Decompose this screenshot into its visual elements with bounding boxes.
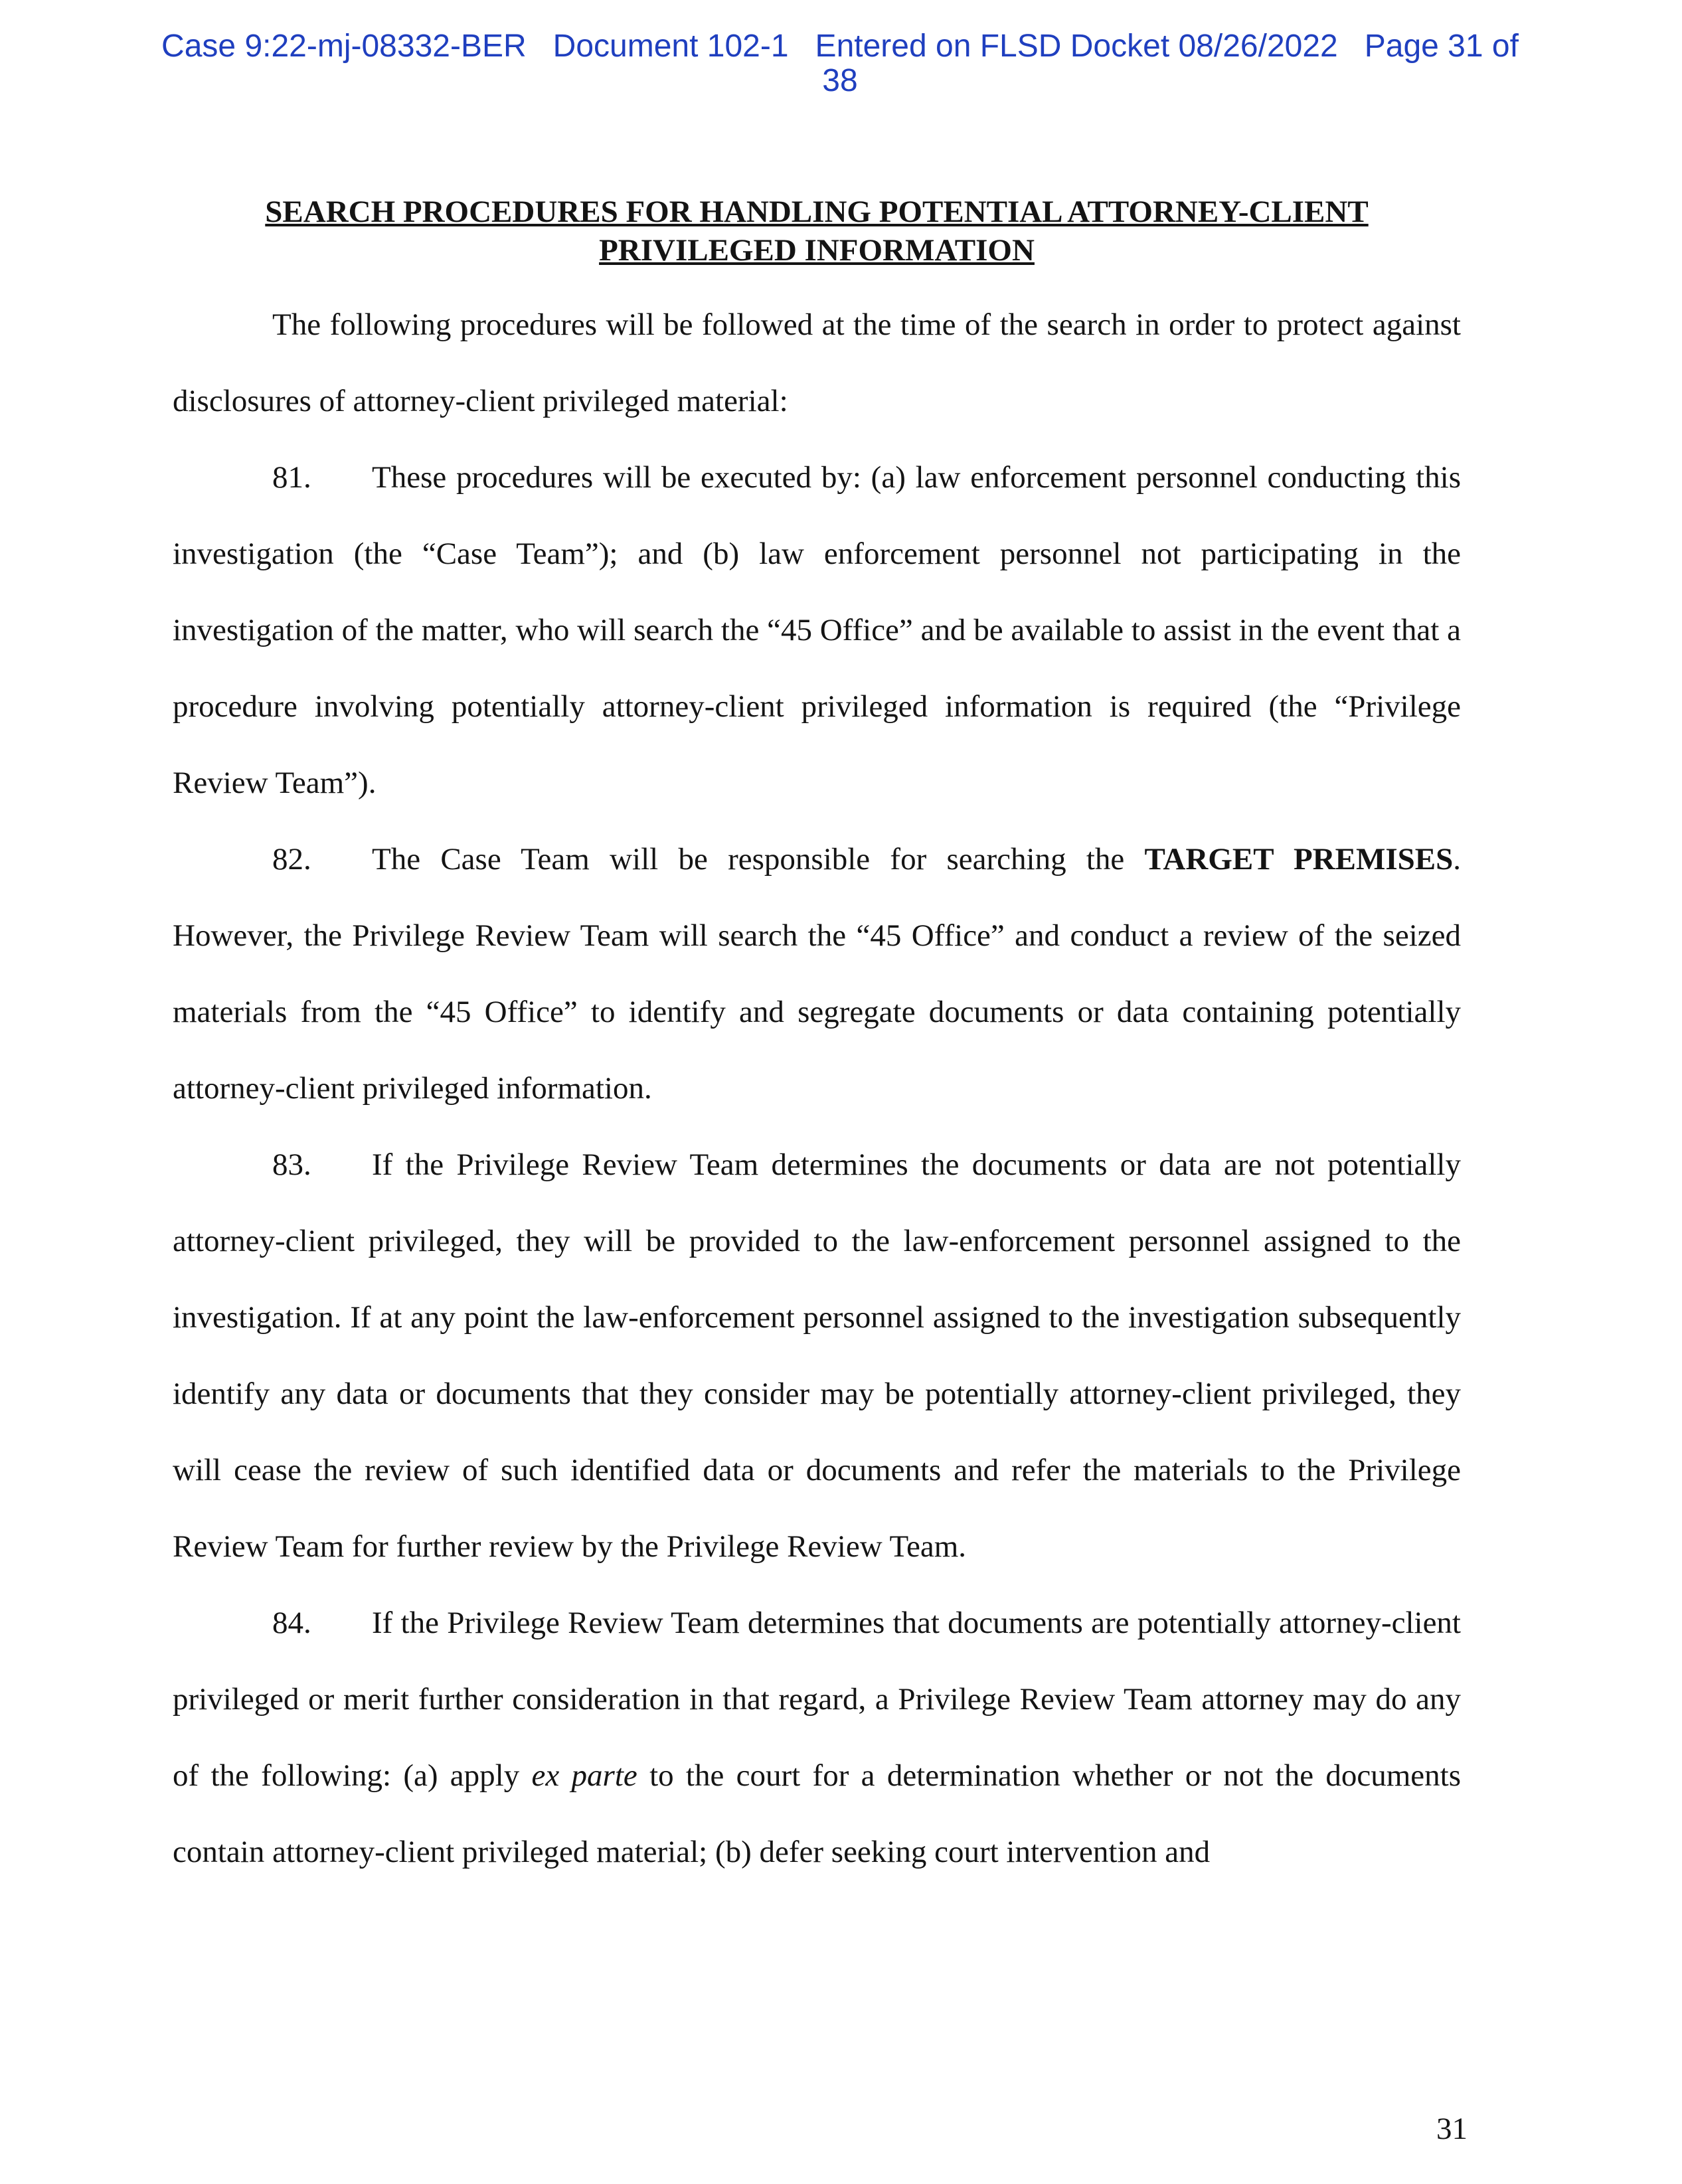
paragraph-number: 84. bbox=[272, 1606, 311, 1640]
page-of-label: Page 31 of bbox=[1364, 29, 1519, 64]
section-heading-line-1: SEARCH PROCEDURES FOR HANDLING POTENTIAL ATTORNEY-CLIENT bbox=[265, 195, 1369, 229]
ex-parte-term: ex parte bbox=[531, 1758, 637, 1793]
paragraph-text: The Case Team will be responsible for searching the bbox=[372, 842, 1145, 877]
page-number: 31 bbox=[1436, 2112, 1468, 2146]
total-pages: 38 bbox=[822, 63, 858, 98]
paragraph-number: 81. bbox=[272, 460, 311, 495]
paragraph-text: If the Privilege Review Team determines that documents are potentially attorney-client privileged or merit further consideration in that regard, a Privilege Review Team attorney may do any of the following: (a) apply bbox=[173, 1606, 1461, 1793]
paragraph-text: . However, the Privilege Review Team will search the “45 Office” and conduct a review of the seized materials from the “45 Office” to identify and segregate documents or data containing potentially attorney-client privileged information. bbox=[173, 842, 1461, 1106]
docket-header bbox=[133, 29, 1547, 98]
target-premises-term: TARGET PREMISES bbox=[1144, 842, 1454, 877]
paragraph-number: 82. bbox=[272, 842, 311, 877]
paragraph-83 bbox=[173, 1127, 1461, 1585]
paragraph-81 bbox=[173, 440, 1461, 821]
docket-header-line-1 bbox=[133, 29, 1547, 64]
docket-header-line-2 bbox=[133, 64, 1547, 98]
case-number: Case 9:22-mj-08332-BER bbox=[161, 29, 527, 64]
document-number: Document 102-1 bbox=[552, 29, 789, 64]
paragraph-text: If the Privilege Review Team determines the documents or data are not potentially attorney-client privileged, they will be provided to the law-enforcement personnel assigned to the investigation. If at any point the law-enforcement personnel assigned to the investigation subsequently identify any data or documents that they consider may be potentially attorney-client privileged, they will cease the review of such identified data or documents and refer the materials to the Privilege Review Team for further review by the Privilege Review Team. bbox=[173, 1147, 1461, 1564]
paragraph-text: to the court for a determination whether or not the documents contain attorney-client privileged material; (b) defer seeking court intervention and bbox=[173, 1758, 1461, 1869]
docket-entry-date: Entered on FLSD Docket 08/26/2022 bbox=[815, 29, 1338, 64]
paragraph-text: These procedures will be executed by: (a) law enforcement personnel conducting this investigation (the “Case Team”); and (b) law enforcement personnel not participating in the investigation of the matter, who will search the “45 Office” and be available to assist in the event that a procedure involving potentially attorney-client privileged information is required (the “Privilege Review Team”). bbox=[173, 460, 1461, 800]
paragraph-number: 83. bbox=[272, 1147, 311, 1182]
section-heading bbox=[173, 193, 1461, 270]
intro-paragraph: The following procedures will be followed at the time of the search in order to protect against disclosures of attorney-client privileged material: bbox=[173, 307, 1461, 418]
section-heading-line-2: PRIVILEGED INFORMATION bbox=[599, 233, 1035, 268]
document-body bbox=[173, 193, 1461, 1890]
paragraph-84 bbox=[173, 1585, 1461, 1890]
paragraph-82 bbox=[173, 821, 1461, 1127]
